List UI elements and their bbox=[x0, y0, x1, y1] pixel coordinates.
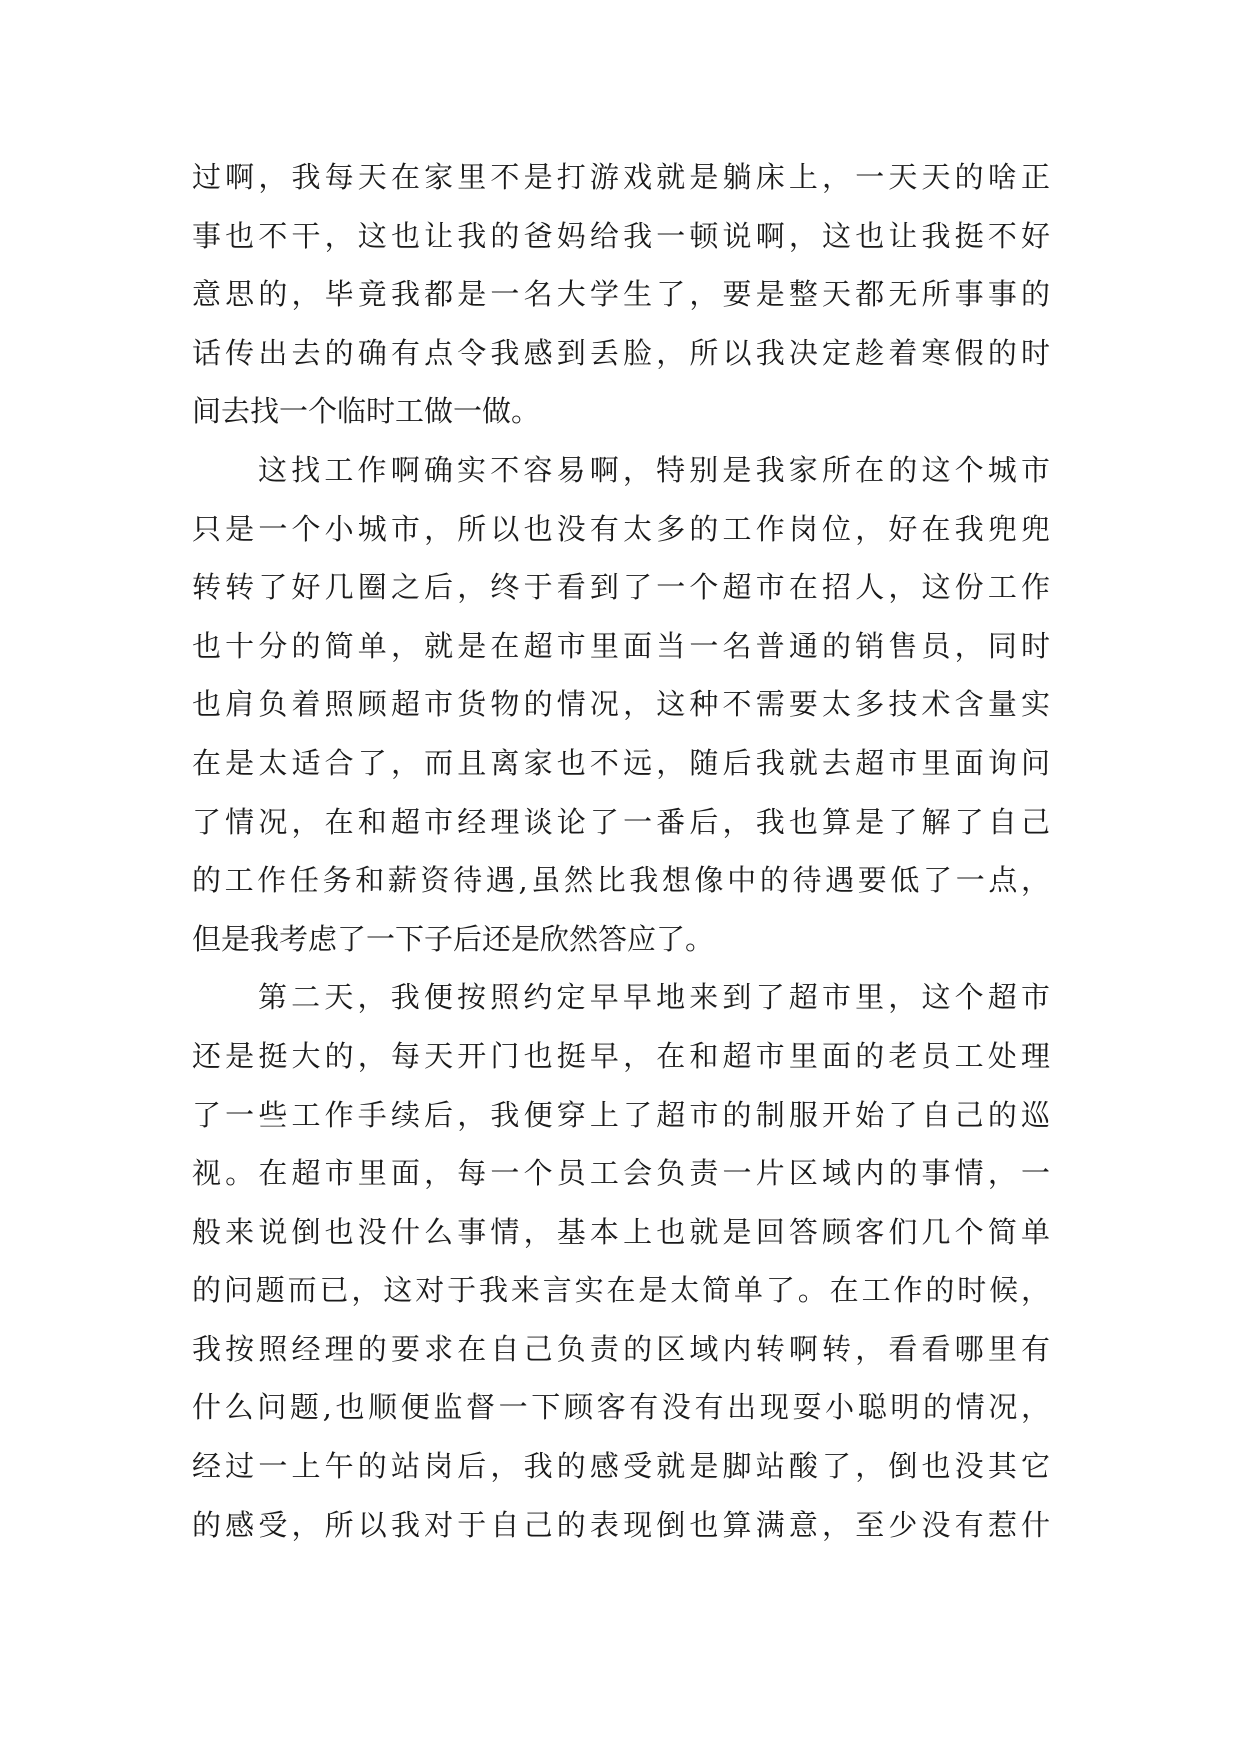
text-line: 经过一上午的站岗后，我的感受就是脚站酸了，倒也没其它 bbox=[192, 1449, 1050, 1484]
text-line: 意思的，毕竟我都是一名大学生了，要是整天都无所事事的 bbox=[192, 277, 1050, 312]
text-line: 话传出去的确有点令我感到丢脸，所以我决定趁着寒假的时 bbox=[192, 335, 1050, 370]
text-line: 间去找一个临时工做一做。 bbox=[192, 394, 541, 429]
text-line: 了一些工作手续后，我便穿上了超市的制服开始了自己的巡 bbox=[192, 1097, 1050, 1132]
text-line: 但是我考虑了一下子后还是欣然答应了。 bbox=[192, 921, 715, 956]
text-line: 我按照经理的要求在自己负责的区域内转啊转，看看哪里有 bbox=[192, 1331, 1050, 1366]
text-line: 般来说倒也没什么事情，基本上也就是回答顾客们几个简单 bbox=[192, 1214, 1050, 1249]
text-line: 转转了好几圈之后，终于看到了一个超市在招人，这份工作 bbox=[192, 570, 1050, 605]
text-line: 的问题而已，这对于我来言实在是太简单了。在工作的时候， bbox=[192, 1273, 1050, 1308]
text-line: 这找工作啊确实不容易啊，特别是我家所在的这个城市 bbox=[258, 452, 1050, 487]
text-line: 还是挺大的，每天开门也挺早，在和超市里面的老员工处理 bbox=[192, 1038, 1050, 1073]
text-line: 过啊，我每天在家里不是打游戏就是躺床上，一天天的啥正 bbox=[192, 160, 1050, 194]
text-line: 视。在超市里面，每一个员工会负责一片区域内的事情，一 bbox=[192, 1156, 1050, 1191]
text-line: 了情况，在和超市经理谈论了一番后，我也算是了解了自己 bbox=[192, 804, 1050, 839]
text-line: 也肩负着照顾超市货物的情况，这种不需要太多技术含量实 bbox=[192, 687, 1050, 722]
text-line: 第二天，我便按照约定早早地来到了超市里，这个超市 bbox=[258, 980, 1050, 1015]
body-text bbox=[192, 148, 1050, 1554]
text-line: 也十分的简单，就是在超市里面当一名普通的销售员，同时 bbox=[192, 628, 1050, 663]
text-line: 在是太适合了，而且离家也不远，随后我就去超市里面询问 bbox=[192, 745, 1050, 780]
text-line: 事也不干，这也让我的爸妈给我一顿说啊，这也让我挺不好 bbox=[192, 218, 1050, 253]
text-line: 只是一个小城市，所以也没有太多的工作岗位，好在我兜兜 bbox=[192, 511, 1050, 546]
text-line: 的感受，所以我对于自己的表现倒也算满意，至少没有惹什 bbox=[192, 1507, 1050, 1542]
text-line: 的工作任务和薪资待遇,虽然比我想像中的待遇要低了一点， bbox=[192, 863, 1050, 898]
text-line: 什么问题,也顺便监督一下顾客有没有出现耍小聪明的情况， bbox=[192, 1390, 1050, 1425]
